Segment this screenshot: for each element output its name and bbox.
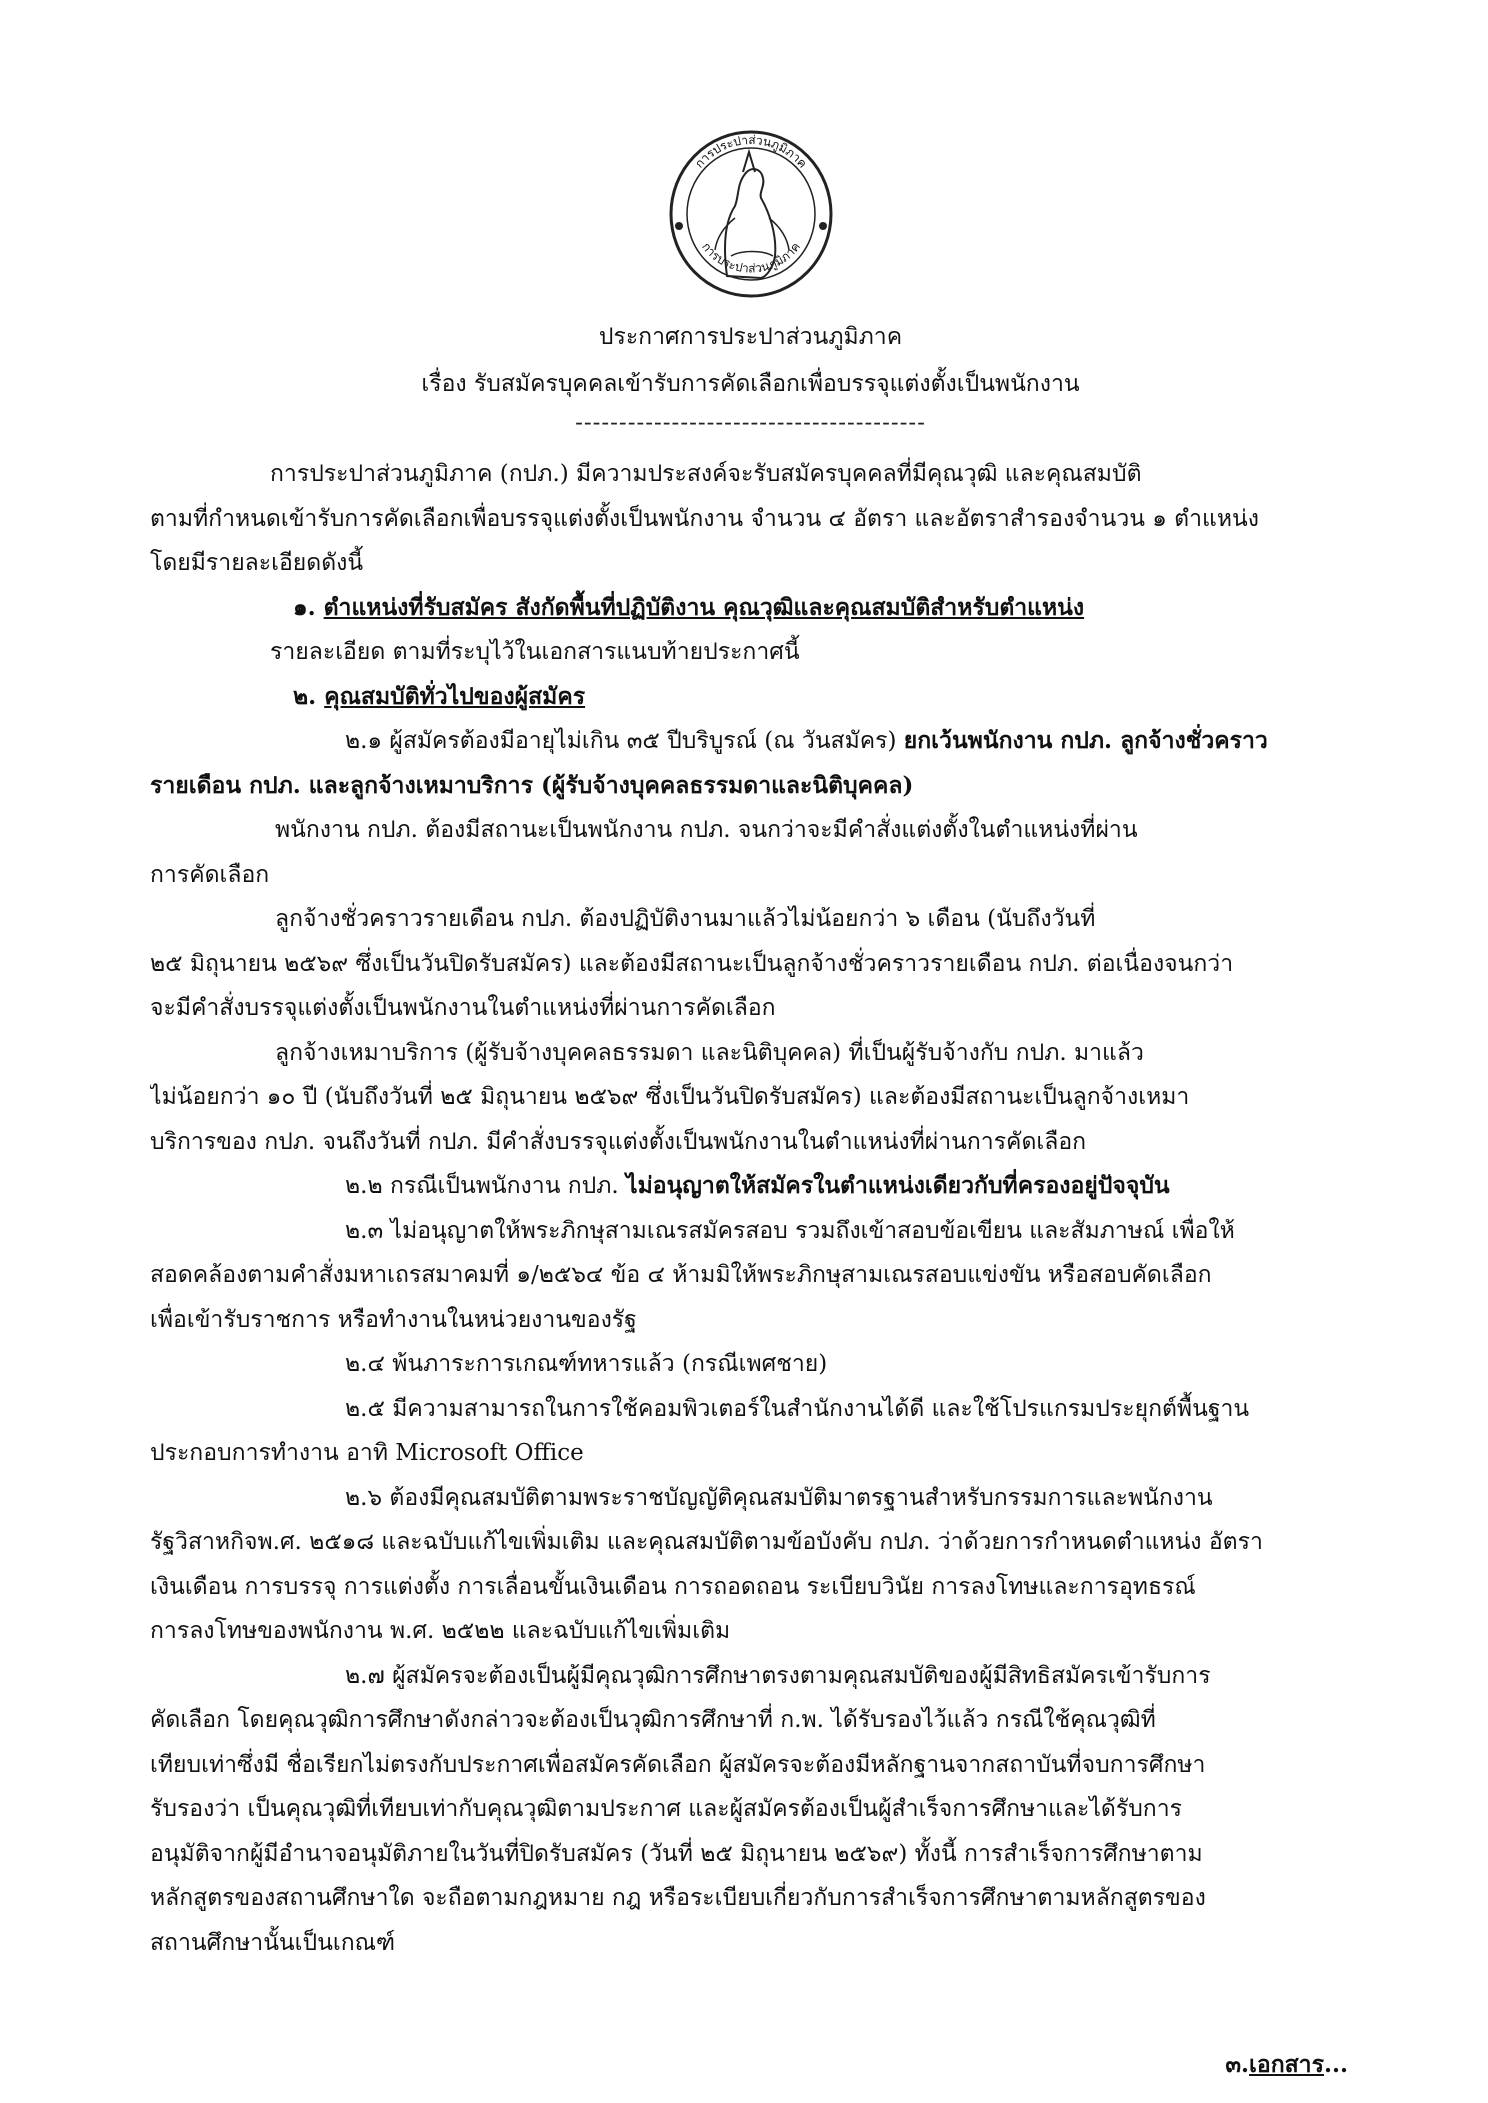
clause-2-2-text: ๒.๒ กรณีเป็นพนักงาน กปภ. [345,1173,627,1199]
pea-seal-icon [665,126,837,306]
contractor-condition-line: บริการของ กปภ. จนถึงวันที่ กปภ. มีคำสั่งบรรจุแต่งตั้งเป็นพนักงานในตำแหน่งที่ผ่านการคัดเลือก [150,1128,1087,1155]
clause-2-7-line: คัดเลือก โดยคุณวุฒิการศึกษาดังกล่าวจะต้องเป็นวุฒิการศึกษาที่ ก.พ. ได้รับรองไว้แล้ว กรณีใช้คุณวุฒิที่ [150,1707,1156,1733]
clause-2-6-line: ๒.๖ ต้องมีคุณสมบัติตามพระราชบัญญัติคุณสมบัติมาตรฐานสำหรับกรรมการและพนักงาน [345,1484,1213,1511]
intro-line: การประปาส่วนภูมิภาค (กปภ.) มีความประสงค์จะรับสมัครบุคคลที่มีคุณวุฒิ และคุณสมบัติ [270,461,1142,487]
clause-2-3-line: สอดคล้องตามคำสั่งมหาเถรสมาคมที่ ๑/๒๕๖๔ ข้อ ๔ ห้ามมิให้พระภิกษุสามเณรสอบแข่งขัน หรือสอบคัดเลือก [150,1262,1212,1288]
clause-2-1-continued: รายเดือน กปภ. และลูกจ้างเหมาบริการ (ผู้รับจ้างบุคคลธรรมดาและนิติบุคคล) [150,771,914,799]
employee-condition-line: การคัดเลือก [150,861,270,888]
intro-line: ตามที่กำหนดเข้ารับการคัดเลือกเพื่อบรรจุแต่งตั้งเป็นพนักงาน จำนวน ๔ อัตรา และอัตราสำรองจำนวน ๑ ตำแหน่ง [150,505,1259,532]
clause-2-2 [150,1164,1351,1209]
clause-2-1-text: ๒.๑ ผู้สมัครต้องมีอายุไม่เกิน ๓๕ ปีบริบูรณ์ (ณ วันสมัคร) [345,728,904,754]
clause-2-1-emphasis: ยกเว้นพนักงาน กปภ. ลูกจ้างชั่วคราว [903,727,1268,754]
clause-2-5-line: ประกอบการทำงาน อาทิ Microsoft Office [150,1440,584,1466]
next-section-word: เอกสาร [1249,2051,1324,2078]
section-1-number: ๑. [293,593,316,621]
section-1-heading [150,586,1351,631]
temp-worker-condition-line: จะมีคำสั่งบรรจุแต่งตั้งเป็นพนักงานในตำแหน่งที่ผ่านการคัดเลือก [150,995,776,1021]
continuation-ellipsis: ... [1323,2051,1348,2078]
clause-2-7-line: ๒.๗ ผู้สมัครจะต้องเป็นผู้มีคุณวุฒิการศึกษาตรงตามคุณสมบัติของผู้มีสิทธิสมัครเข้ารับการ [345,1662,1211,1689]
clause-2-6-line: เงินเดือน การบรรจุ การแต่งตั้ง การเลื่อนขั้นเงินเดือน การถอดถอน ระเบียบวินัย การลงโทษและการอุทธรณ์ [150,1573,1196,1600]
section-1-text: รายละเอียด ตามที่ระบุไว้ในเอกสารแนบท้ายประกาศนี้ [270,639,800,665]
continuation-marker [1225,2047,1348,2083]
temp-worker-condition-line: ลูกจ้างชั่วคราวรายเดือน กปภ. ต้องปฏิบัติงานมาแล้วไม่น้อยกว่า ๖ เดือน (นับถึงวันที่ [275,906,1096,932]
svg-text:การประปาส่วนภูมิภาค [692,133,810,171]
clause-2-4: ๒.๔ พ้นภาระการเกณฑ์ทหารแล้ว (กรณีเพศชาย) [345,1351,828,1377]
clause-2-3-line: เพื่อเข้ารับราชการ หรือทำงานในหน่วยงานของรัฐ [150,1306,637,1333]
announcement-subject: เรื่อง รับสมัครบุคคลเข้ารับการคัดเลือกเพื่อบรรจุแต่งตั้งเป็นพนักงาน [421,371,1080,397]
next-section-number: ๓. [1225,2051,1250,2078]
clause-2-2-emphasis: ไม่อนุญาตให้สมัครในตำแหน่งเดียวกับที่ครองอยู่ปัจจุบัน [626,1172,1170,1199]
clause-2-5-line: ๒.๕ มีความสามารถในการใช้คอมพิวเตอร์ในสำนักงานได้ดี และใช้โปรแกรมประยุกต์พื้นฐาน [345,1395,1250,1422]
clause-2-6-line: รัฐวิสาหกิจพ.ศ. ๒๕๑๘ และฉบับแก้ไขเพิ่มเติม และคุณสมบัติตามข้อบังคับ กปภ. ว่าด้วยการกำหนดตำแหน่ง อัตรา [150,1529,1263,1555]
section-1-title: ตำแหน่งที่รับสมัคร สังกัดพื้นที่ปฏิบัติงาน คุณวุฒิและคุณสมบัติสำหรับตำแหน่ง [323,593,1085,621]
contractor-condition-line: ลูกจ้างเหมาบริการ (ผู้รับจ้างบุคคลธรรมดา และนิติบุคคล) ที่เป็นผู้รับจ้างกับ กปภ. มาแล้ว [275,1039,1144,1066]
announcement-body [150,452,1351,1965]
employee-condition-line: พนักงาน กปภ. ต้องมีสถานะเป็นพนักงาน กปภ. จนกว่าจะมีคำสั่งแต่งตั้งในตำแหน่งที่ผ่าน [275,817,1138,843]
clause-2-7-line: หลักสูตรของสถานศึกษาใด จะถือตามกฎหมาย กฎ หรือระเบียบเกี่ยวกับการสำเร็จการศึกษาตามหลักสูตรของ [150,1885,1206,1911]
temp-worker-condition-line: ๒๕ มิถุนายน ๒๕๖๙ ซึ่งเป็นวันปิดรับสมัคร) และต้องมีสถานะเป็นลูกจ้างชั่วคราวรายเดือน กปภ. ต่อเนื่องจนกว่า [150,950,1234,977]
title-separator: ---------------------------------------- [575,410,926,436]
clause-2-1 [150,719,1351,764]
seal-area [150,0,1351,306]
contractor-condition-line: ไม่น้อยกว่า ๑๐ ปี (นับถึงวันที่ ๒๕ มิถุนายน ๒๕๖๙ ซึ่งเป็นวันปิดรับสมัคร) และต้องมีสถานะเป็นลูกจ้างเหมา [150,1084,1190,1110]
clause-2-7-line: สถานศึกษานั้นเป็นเกณฑ์ [150,1929,396,1956]
announcement-title: ประกาศการประปาส่วนภูมิภาค [598,324,903,350]
clause-2-6-line: การลงโทษของพนักงาน พ.ศ. ๒๕๒๒ และฉบับแก้ไขเพิ่มเติม [150,1618,731,1644]
clause-2-7-line: เทียบเท่าซึ่งมี ชื่อเรียกไม่ตรงกับประกาศเพื่อสมัครคัดเลือก ผู้สมัครจะต้องมีหลักฐานจากสถาบันที่จบการศึกษา [150,1751,1206,1778]
intro-line: โดยมีรายละเอียดดังนี้ [150,550,364,576]
section-2-title: คุณสมบัติทั่วไปของผู้สมัคร [324,682,586,710]
seal-text-top: การประปาส่วนภูมิภาค [691,132,810,171]
clause-2-7-line: รับรองว่า เป็นคุณวุฒิที่เทียบเท่ากับคุณวุฒิตามประกาศ และผู้สมัครต้องเป็นผู้สำเร็จการศึกษาและได้รับการ [150,1796,1182,1822]
clause-2-7-line: อนุมัติจากผู้มีอำนาจอนุมัติภายในวันที่ปิดรับสมัคร (วันที่ ๒๕ มิถุนายน ๒๕๖๙) ทั้งนี้ การสำเร็จการศึกษาตาม [150,1840,1203,1867]
clause-2-3-line: ๒.๓ ไม่อนุญาตให้พระภิกษุสามเณรสมัครสอบ รวมถึงเข้าสอบข้อเขียน และสัมภาษณ์ เพื่อให้ [345,1217,1235,1244]
section-2-number: ๒. [293,682,317,710]
section-2-heading [150,675,1351,720]
seal-text-bottom: การประปาส่วนภูมิภาค [698,239,803,276]
